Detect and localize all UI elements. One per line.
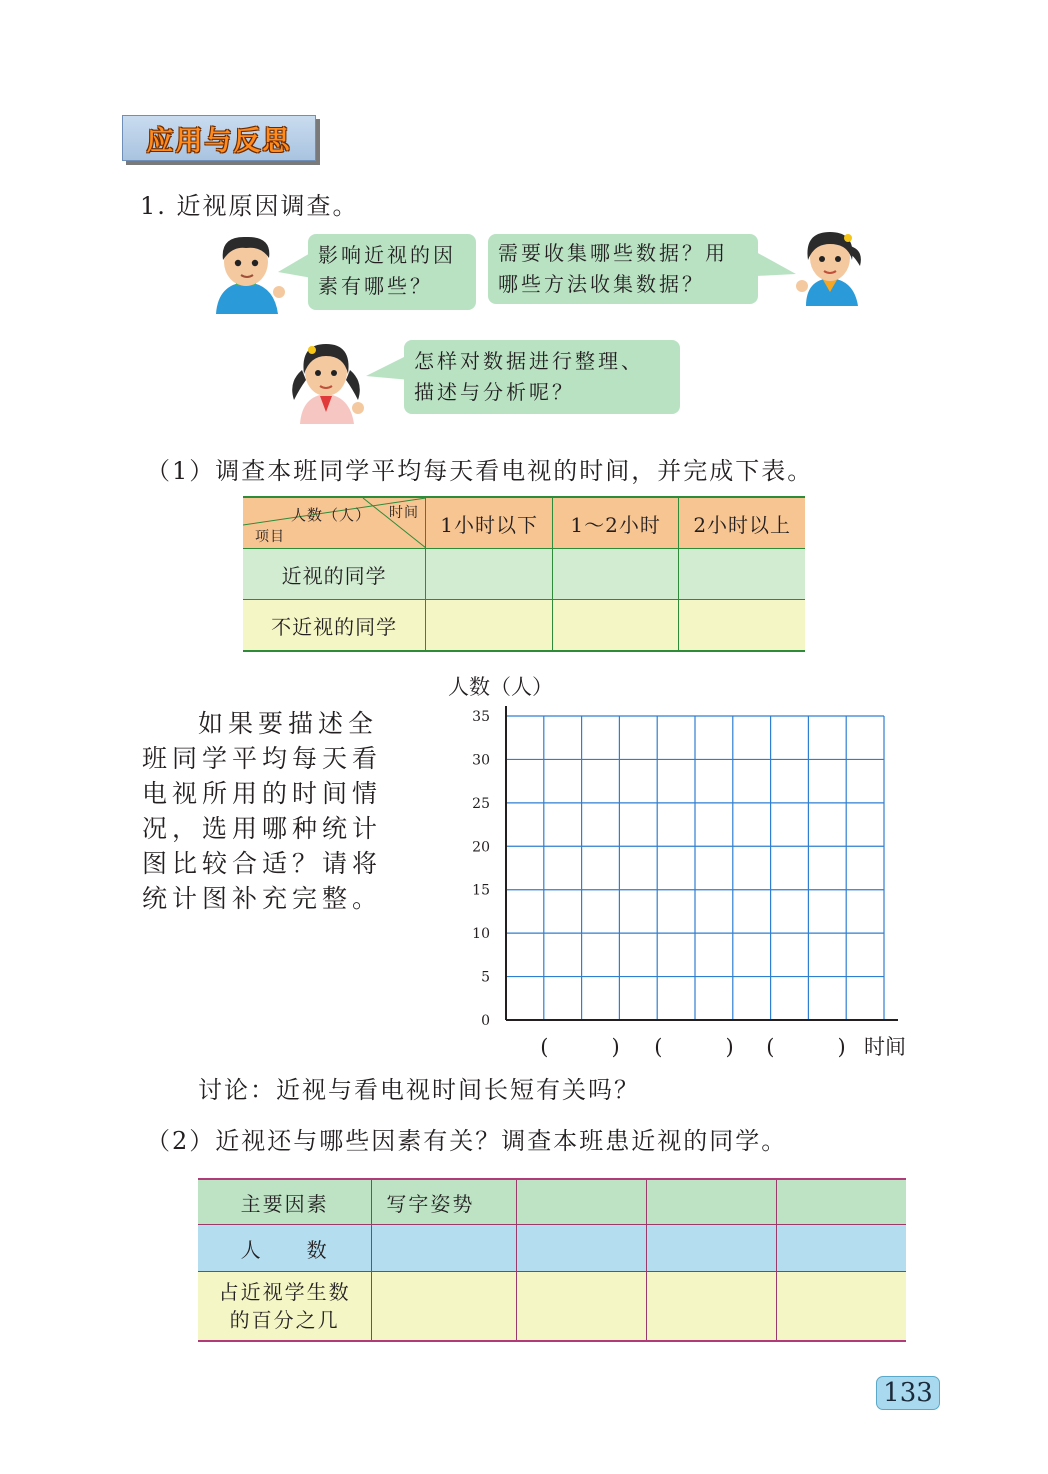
bubble-text-line: 需要收集哪些数据？用 <box>498 241 728 265</box>
side-text-line: 班同学平均每天看 <box>142 744 383 773</box>
corner-label-item: 项目 <box>255 529 285 545</box>
blank-cell[interactable] <box>776 1272 906 1342</box>
x-category-placeholder[interactable]: ( ) <box>654 1035 734 1059</box>
chart-grid <box>506 716 884 1020</box>
y-tick-label: 15 <box>472 882 490 899</box>
column-header: 1～2小时 <box>552 497 679 549</box>
row-label: 主要因素 <box>198 1179 372 1225</box>
bubble-tail-boy <box>278 250 312 280</box>
y-tick-label: 25 <box>472 795 490 812</box>
column-header: 2小时以上 <box>679 497 805 549</box>
row-label: 人 数 <box>198 1225 372 1272</box>
blank-cell[interactable] <box>679 549 805 600</box>
problem-title: 1. 近视原因调查。 <box>140 192 359 220</box>
speech-bubble-girl-center <box>404 340 680 414</box>
y-tick-label: 20 <box>472 839 490 856</box>
y-tick-label: 35 <box>472 709 490 725</box>
side-text-line: 如果要描述全 <box>198 709 379 738</box>
blank-cell[interactable] <box>776 1225 906 1272</box>
x-axis-categories <box>540 1035 845 1059</box>
blank-cell[interactable] <box>776 1179 906 1225</box>
blank-cell[interactable] <box>426 549 553 600</box>
row-label-line: 的百分之几 <box>229 1308 340 1332</box>
side-text-line: 电视所用的时间情 <box>142 779 383 808</box>
blank-cell[interactable] <box>646 1179 776 1225</box>
y-tick-label: 30 <box>472 752 490 769</box>
discussion-question: 讨论：近视与看电视时间长短有关吗？ <box>198 1076 640 1104</box>
row-label-multiline <box>198 1272 372 1342</box>
y-axis-ticks <box>472 709 490 1029</box>
table-row <box>243 549 805 600</box>
row-label: 近视的同学 <box>243 549 426 600</box>
girl-illustration-right <box>792 226 866 306</box>
bubble-text-line: 影响近视的因 <box>318 243 456 267</box>
side-text-line: 图比较合适？请将 <box>142 849 383 878</box>
blank-cell[interactable] <box>517 1272 647 1342</box>
table-row <box>243 600 805 652</box>
bubble-text-line: 素有哪些？ <box>318 274 433 298</box>
factor-cell: 写字姿势 <box>372 1179 517 1225</box>
y-tick-label: 0 <box>481 1013 490 1029</box>
myopia-factors-table <box>198 1178 906 1342</box>
page-number: 133 <box>876 1376 940 1410</box>
speech-bubble-girl-right <box>488 234 758 304</box>
tv-time-table <box>243 496 805 652</box>
girl-illustration-center <box>286 336 366 424</box>
boy-illustration <box>206 232 288 314</box>
column-header: 1小时以下 <box>426 497 553 549</box>
blank-bar-chart <box>440 668 920 1068</box>
x-category-placeholder[interactable]: ( ) <box>540 1035 620 1059</box>
blank-cell[interactable] <box>517 1225 647 1272</box>
y-tick-label: 10 <box>472 926 490 943</box>
x-axis-label: 时间 <box>864 1035 906 1059</box>
bubble-tail-girl-right <box>756 250 796 280</box>
table-row <box>198 1272 906 1342</box>
section-badge <box>122 115 316 161</box>
corner-label-time: 时间 <box>389 505 419 521</box>
blank-cell[interactable] <box>552 549 679 600</box>
speech-bubble-boy <box>308 234 476 310</box>
side-text-line: 统计图补充完整。 <box>142 884 383 913</box>
table-header-row <box>243 497 805 549</box>
blank-cell[interactable] <box>426 600 553 652</box>
side-prompt <box>142 706 382 916</box>
row-label-line: 占近视学生数 <box>218 1280 351 1304</box>
blank-cell[interactable] <box>646 1272 776 1342</box>
section-title: 应用与反思 <box>146 125 292 157</box>
blank-cell[interactable] <box>552 600 679 652</box>
corner-label-count: 人数（人） <box>291 506 372 524</box>
bubble-text-line: 描述与分析呢？ <box>414 380 575 404</box>
blank-cell[interactable] <box>372 1225 517 1272</box>
bubble-text-line: 怎样对数据进行整理、 <box>414 349 644 373</box>
row-label: 不近视的同学 <box>243 600 426 652</box>
header-corner-cell <box>243 497 426 549</box>
x-category-placeholder[interactable]: ( ) <box>766 1035 846 1059</box>
blank-cell[interactable] <box>679 600 805 652</box>
table-row <box>198 1225 906 1272</box>
y-axis-label: 人数（人） <box>448 675 553 699</box>
blank-cell[interactable] <box>517 1179 647 1225</box>
blank-cell[interactable] <box>646 1225 776 1272</box>
y-tick-label: 5 <box>481 969 490 986</box>
part1-instruction: （1）调查本班同学平均每天看电视的时间，并完成下表。 <box>146 457 814 485</box>
side-text-line: 况，选用哪种统计 <box>142 814 383 843</box>
part2-instruction: （2）近视还与哪些因素有关？调查本班患近视的同学。 <box>146 1127 788 1155</box>
blank-cell[interactable] <box>372 1272 517 1342</box>
table-row <box>198 1179 906 1225</box>
bubble-text-line: 哪些方法收集数据？ <box>498 272 705 296</box>
